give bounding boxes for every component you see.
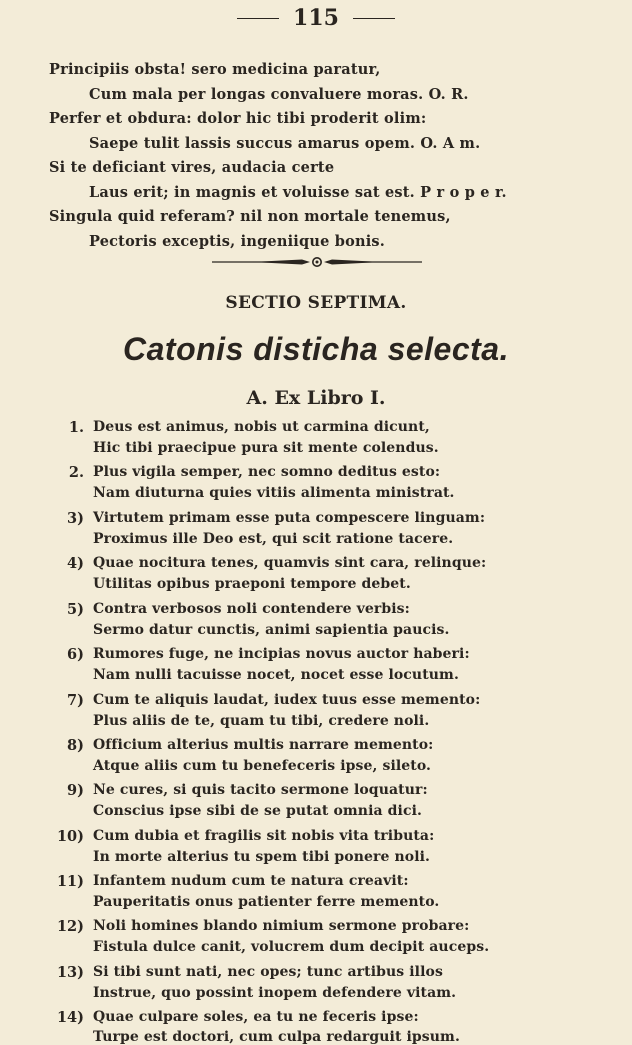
book-heading: A. Ex Libro I. xyxy=(246,387,386,409)
header-rule-right xyxy=(353,18,395,19)
distich-line: Ne cures, si quis tacito sermone loquatur: xyxy=(93,782,428,798)
distich-number: 8) xyxy=(67,737,84,754)
distich-number: 2. xyxy=(68,464,84,481)
ornamental-divider xyxy=(212,254,422,270)
header-rule-left xyxy=(237,18,279,19)
distich-line: Cum dubia et fragilis sit nobis vita tributa: xyxy=(93,828,435,844)
distich-number: 11) xyxy=(56,873,84,890)
page-number: 115 xyxy=(293,5,339,31)
distich-line: Conscius ipse sibi de se putat omnia dici. xyxy=(93,803,422,819)
distich-line: Quae nocitura tenes, quamvis sint cara, relinque: xyxy=(93,555,487,571)
verse-line: Si te deficiant vires, audacia certe xyxy=(49,159,335,176)
distich-number: 9) xyxy=(67,782,84,799)
distich-line: Atque aliis cum tu benefeceris ipse, sileto. xyxy=(93,758,432,774)
distich-number: 4) xyxy=(67,555,84,572)
verse-line: Pectoris exceptis, ingeniique bonis. xyxy=(89,233,386,250)
distich-number: 5) xyxy=(67,601,84,618)
distich-line: Plus vigila semper, nec somno deditus esto: xyxy=(93,464,441,480)
distich-line: Plus aliis de te, quam tu tibi, credere noli. xyxy=(93,713,430,729)
distich-line: Virtutem primam esse puta compescere linguam: xyxy=(93,510,486,526)
distich-number: 7) xyxy=(67,692,84,709)
page-header xyxy=(0,5,632,31)
distich-line: Noli homines blando nimium sermone probare: xyxy=(93,918,470,934)
distich-line: Pauperitatis onus patienter ferre memento. xyxy=(93,894,440,910)
distich-line: Rumores fuge, ne incipias novus auctor haberi: xyxy=(93,646,470,662)
distich-number: 3) xyxy=(67,510,84,527)
distich-line: Si tibi sunt nati, nec opes; tunc artibus illos xyxy=(93,964,443,980)
distich-line: Cum te aliquis laudat, iudex tuus esse memento: xyxy=(93,692,481,708)
distich-line: Infantem nudum cum te natura creavit: xyxy=(93,873,409,889)
distich-line: Fistula dulce canit, volucrem dum decipit auceps. xyxy=(93,939,490,955)
distich-line: Hic tibi praecipue pura sit mente colendus. xyxy=(93,440,439,456)
distich-line: Quae culpare soles, ea tu ne feceris ipse: xyxy=(93,1009,419,1025)
distich-number: 14) xyxy=(56,1009,84,1026)
distich-number: 10) xyxy=(56,828,84,845)
distich-number: 12) xyxy=(56,918,84,935)
distich-line: Nam nulli tacuisse nocet, nocet esse locutum. xyxy=(93,667,459,683)
verse-line: Laus erit; in magnis et voluisse sat est. P r o p e r. xyxy=(89,184,507,201)
distich-line: Contra verbosos noli contendere verbis: xyxy=(93,601,410,617)
distich-line: Officium alterius multis narrare memento: xyxy=(93,737,434,753)
section-title: SECTIO SEPTIMA. xyxy=(225,293,407,313)
verse-line: Perfer et obdura: dolor hic tibi proderit olim: xyxy=(49,110,427,127)
distich-line: In morte alterius tu spem tibi ponere noli. xyxy=(93,849,431,865)
work-title: Catonis disticha selecta. xyxy=(123,331,509,367)
distich-line: Nam diuturna quies vitiis alimenta ministrat. xyxy=(93,485,455,501)
distich-line: Instrue, quo possint inopem defendere vitam. xyxy=(93,985,457,1001)
verse-line: Principiis obsta! sero medicina paratur, xyxy=(49,61,381,78)
distich-number: 13) xyxy=(56,964,84,981)
verse-line: Saepe tulit lassis succus amarus opem. O. A m. xyxy=(89,135,481,152)
distich-line: Turpe est doctori, cum culpa redarguit ipsum. xyxy=(93,1029,460,1045)
distich-line: Deus est animus, nobis ut carmina dicunt, xyxy=(93,419,430,435)
distich-line: Utilitas opibus praeponi tempore debet. xyxy=(93,576,411,592)
distich-number: 6) xyxy=(67,646,84,663)
distich-line: Sermo datur cunctis, animi sapientia paucis. xyxy=(93,622,450,638)
verse-line: Singula quid referam? nil non mortale tenemus, xyxy=(49,208,451,225)
distich-line: Proximus ille Deo est, qui scit ratione tacere. xyxy=(93,531,454,547)
verse-line: Cum mala per longas convaluere moras. O. R. xyxy=(89,86,469,103)
distich-number: 1. xyxy=(68,419,84,436)
